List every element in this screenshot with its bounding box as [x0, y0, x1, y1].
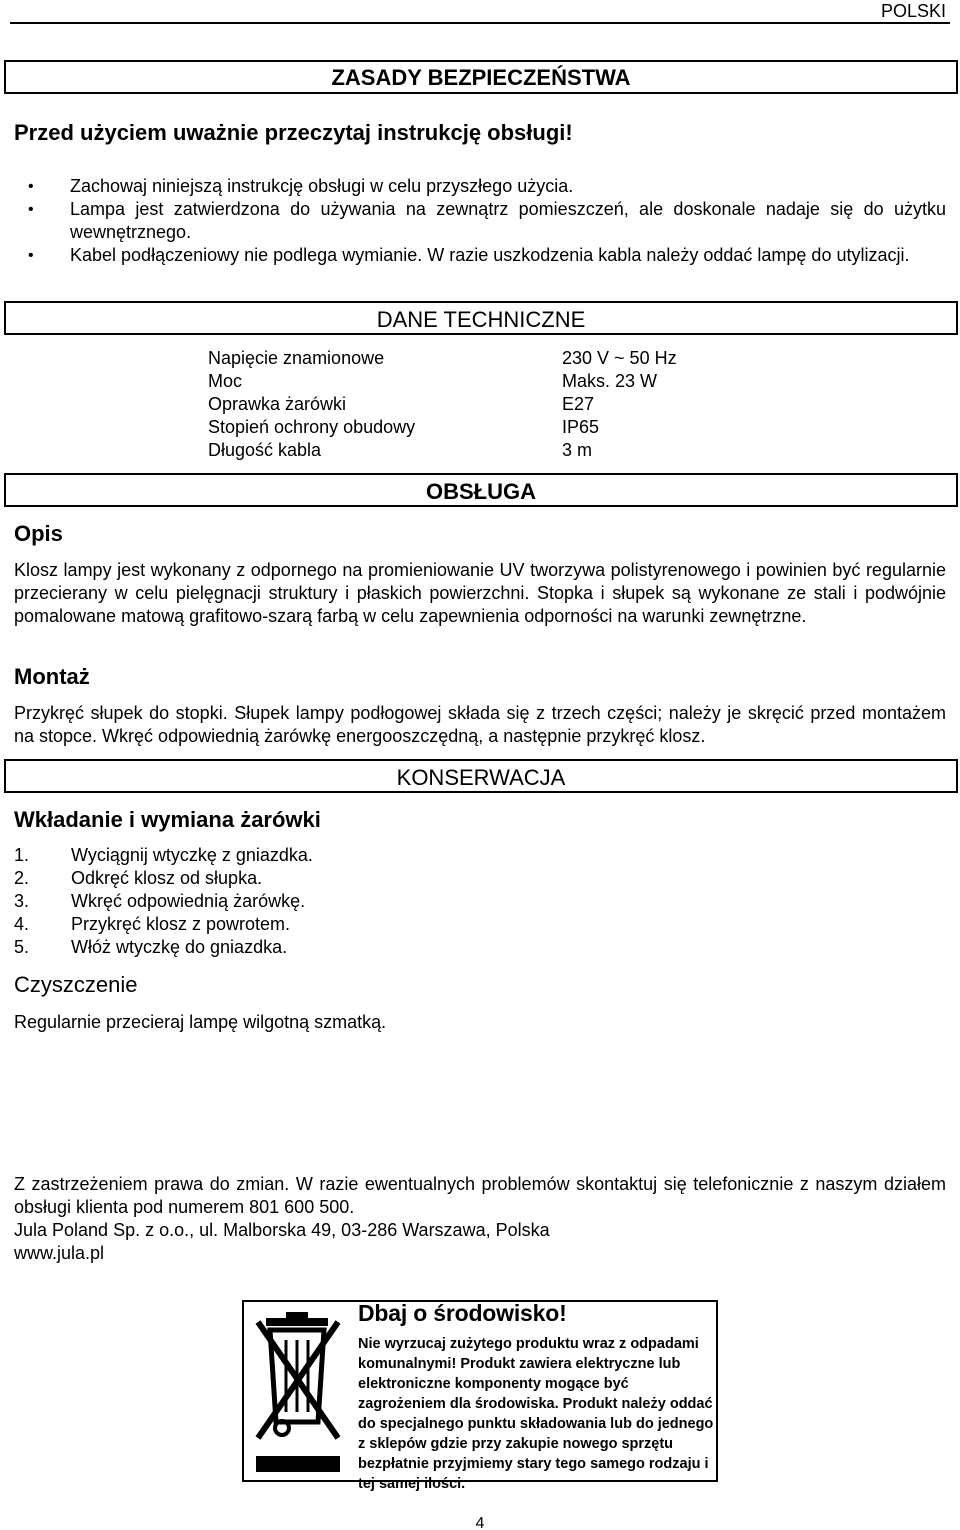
maintenance-title: KONSERWACJA [396, 765, 566, 790]
spec-row [208, 370, 677, 393]
step-text: Wkręć odpowiednią żarówkę. [71, 891, 306, 911]
footer-website[interactable]: www.jula.pl [14, 1243, 105, 1263]
bulb-step [14, 913, 313, 936]
assembly-text: Przykręć słupek do stopki. Słupek lampy podłogowej składa się z trzech części; należy je skręcić przed montażem na stopce. Wkręć odpowiednią żarówkę energooszczędną, a następnie przykręć klosz. [14, 703, 946, 746]
spec-row [208, 416, 677, 439]
spec-row [208, 347, 677, 370]
step-text: Włóż wtyczkę do gniazdka. [71, 937, 288, 957]
safety-bullet: • Lampa jest zatwierdzona do używania na zewnątrz pomieszczeń, ale doskonale nadaje się do użytku wewnętrznego. [14, 198, 946, 244]
step-text: Odkręć klosz od słupka. [71, 868, 263, 888]
step-number: 2. [14, 868, 30, 888]
header-language: POLSKI [880, 1, 946, 21]
header-rule [10, 22, 950, 24]
description-heading: Opis [14, 521, 63, 546]
step-number: 3. [14, 891, 30, 911]
spec-label: Napięcie znamionowe [208, 348, 385, 368]
step-text: Przykręć klosz z powrotem. [71, 914, 291, 934]
bulb-step [14, 890, 313, 913]
environment-text: Nie wyrzucaj zużytego produktu wraz z odpadami komunalnymi! Produkt zawiera elektryczne lub elektroniczne komponenty mogące być zagrożeniem dla środowiska. Produkt należy oddać do specjalnego punktu składowania lub do jednego z sklepów gdzie przy zakupie nowego sprzętu bezpłatnie przyjmiemy stary tego samego rodzaju i tej samej ilości. [358, 1336, 714, 1492]
operation-title: OBSŁUGA [426, 479, 536, 504]
spec-value: 230 V ~ 50 Hz [562, 348, 677, 368]
cleaning-text: Regularnie przecieraj lampę wilgotną szmatką. [14, 1012, 387, 1032]
operation-title-box [4, 473, 958, 507]
safety-title-box [4, 60, 958, 94]
safety-bullet: • Zachowaj niniejszą instrukcję obsługi w celu przyszłego użycia. [14, 175, 946, 198]
environment-notice-box [242, 1300, 718, 1492]
footer-notice: Z zastrzeżeniem prawa do zmian. W razie ewentualnych problemów skontaktuj się telefonicznie z naszym działem obsługi klienta pod numerem 801 600 500. [14, 1174, 946, 1217]
bulb-step [14, 844, 313, 867]
spec-value: 3 m [562, 440, 593, 460]
spec-label: Oprawka żarówki [208, 394, 347, 414]
assembly-heading: Montaż [14, 664, 90, 689]
cleaning-heading: Czyszczenie [14, 972, 138, 997]
step-number: 5. [14, 937, 30, 957]
spec-row [208, 439, 677, 462]
step-number: 4. [14, 914, 30, 934]
spec-label: Moc [208, 371, 243, 391]
description-text: Klosz lampy jest wykonany z odpornego na promieniowanie UV tworzywa polistyrenowego i powinien być regularnie przecierany w celu pielęgnacji struktury i płaskich powierzchni. Stopka i słupek są wykonane ze stali i podwójnie pomalowane matową grafitowo-szarą farbą w celu zapewnienia odporności na warunki zewnętrzne. [14, 560, 946, 626]
spec-value: IP65 [562, 417, 600, 437]
spec-label: Długość kabla [208, 440, 322, 460]
technical-spec-table [208, 347, 677, 462]
spec-label: Stopień ochrony obudowy [208, 417, 416, 437]
footer-address: Jula Poland Sp. z o.o., ul. Malborska 49, 03-286 Warszawa, Polska [14, 1220, 550, 1240]
safety-bullet-list [14, 175, 946, 267]
spec-value: Maks. 23 W [562, 371, 658, 391]
maintenance-title-box [4, 759, 958, 793]
step-text: Wyciągnij wtyczkę z gniazdka. [71, 845, 313, 865]
bulb-steps-list [14, 844, 313, 959]
safety-title: ZASADY BEZPIECZEŃSTWA [331, 65, 631, 90]
safety-warning: Przed użyciem uważnie przeczytaj instrukcję obsługi! [14, 120, 573, 145]
step-number: 1. [14, 845, 30, 865]
bulb-step [14, 867, 313, 890]
spec-row [208, 393, 677, 416]
page-number: 4 [475, 1515, 485, 1530]
bulb-heading: Wkładanie i wymiana żarówki [14, 807, 321, 832]
spec-value: E27 [562, 394, 595, 414]
environment-title: Dbaj o środowisko! [358, 1300, 567, 1326]
safety-bullet: • Kabel podłączeniowy nie podlega wymianie. W razie uszkodzenia kabla należy oddać lampę do utylizacji. [14, 244, 946, 267]
bulb-step [14, 936, 313, 959]
technical-title-box [4, 301, 958, 335]
technical-title: DANE TECHNICZNE [376, 307, 586, 332]
crossed-out-wheelie-bin-icon [250, 1306, 346, 1476]
